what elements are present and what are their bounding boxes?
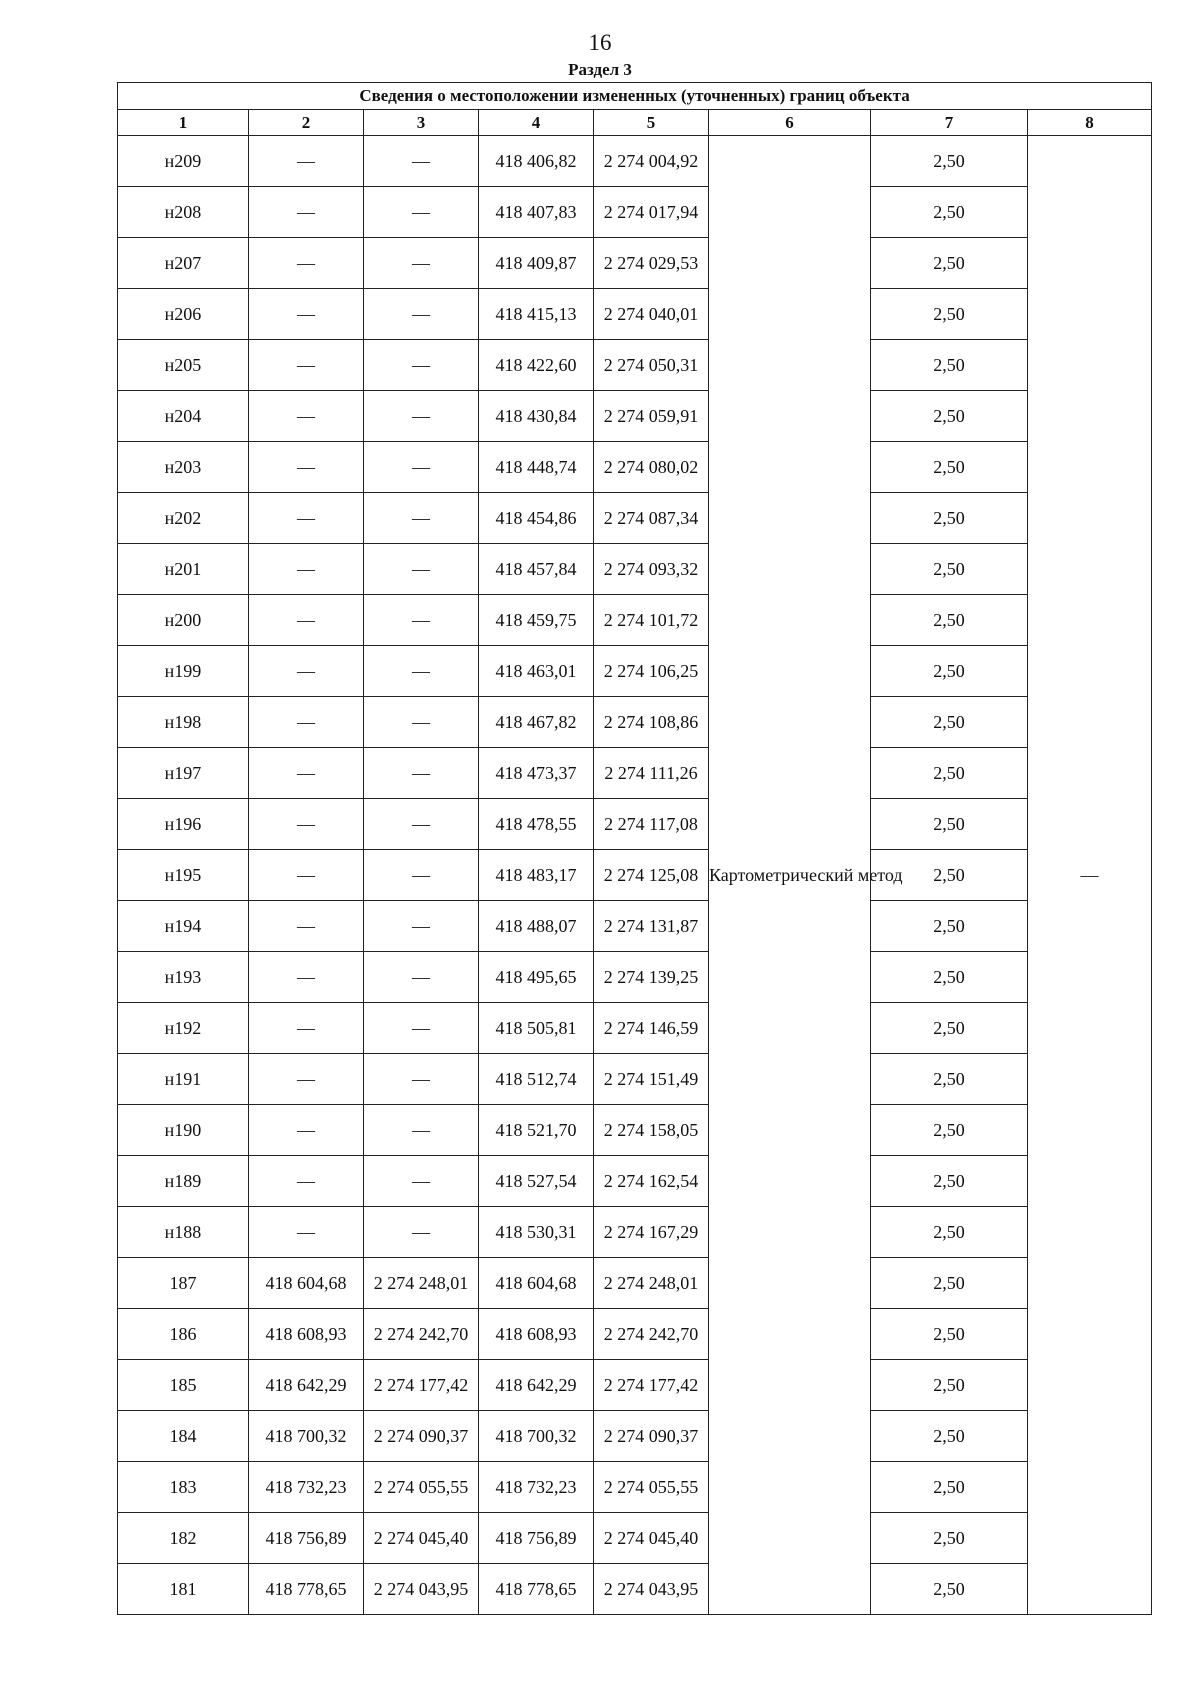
- new-y-coordinate: 2 274 108,86: [594, 697, 709, 748]
- old-x-coordinate: —: [249, 748, 364, 799]
- old-x-coordinate: —: [249, 799, 364, 850]
- old-y-coordinate: —: [364, 850, 479, 901]
- table-row: [118, 136, 1152, 187]
- table-row: [118, 1054, 1152, 1105]
- new-x-coordinate: 418 454,86: [479, 493, 594, 544]
- table-row: [118, 850, 1152, 901]
- column-number-5: 5: [594, 110, 709, 136]
- old-x-coordinate: —: [249, 136, 364, 187]
- old-x-coordinate: —: [249, 238, 364, 289]
- precision-value: 2,50: [871, 1003, 1028, 1054]
- table-row: [118, 493, 1152, 544]
- table-row: [118, 1309, 1152, 1360]
- new-x-coordinate: 418 527,54: [479, 1156, 594, 1207]
- old-y-coordinate: 2 274 045,40: [364, 1513, 479, 1564]
- new-y-coordinate: 2 274 029,53: [594, 238, 709, 289]
- precision-value: 2,50: [871, 1564, 1028, 1615]
- point-number: н194: [118, 901, 249, 952]
- new-y-coordinate: 2 274 059,91: [594, 391, 709, 442]
- column-number-row: [118, 110, 1152, 136]
- new-x-coordinate: 418 409,87: [479, 238, 594, 289]
- old-y-coordinate: 2 274 242,70: [364, 1309, 479, 1360]
- new-y-coordinate: 2 274 043,95: [594, 1564, 709, 1615]
- point-number: н188: [118, 1207, 249, 1258]
- precision-value: 2,50: [871, 238, 1028, 289]
- precision-value: 2,50: [871, 391, 1028, 442]
- column-number-1: 1: [118, 110, 249, 136]
- old-x-coordinate: —: [249, 1003, 364, 1054]
- precision-value: 2,50: [871, 1462, 1028, 1513]
- old-x-coordinate: 418 732,23: [249, 1462, 364, 1513]
- precision-value: 2,50: [871, 748, 1028, 799]
- table-row: [118, 1462, 1152, 1513]
- old-y-coordinate: —: [364, 493, 479, 544]
- table-row: [118, 1411, 1152, 1462]
- table-row: [118, 952, 1152, 1003]
- old-x-coordinate: —: [249, 340, 364, 391]
- old-x-coordinate: —: [249, 1156, 364, 1207]
- table-row: [118, 340, 1152, 391]
- precision-value: 2,50: [871, 1411, 1028, 1462]
- point-number: 186: [118, 1309, 249, 1360]
- new-x-coordinate: 418 483,17: [479, 850, 594, 901]
- table-row: [118, 901, 1152, 952]
- new-x-coordinate: 418 457,84: [479, 544, 594, 595]
- point-number: н208: [118, 187, 249, 238]
- point-number: 181: [118, 1564, 249, 1615]
- precision-value: 2,50: [871, 1309, 1028, 1360]
- new-x-coordinate: 418 415,13: [479, 289, 594, 340]
- point-number: 185: [118, 1360, 249, 1411]
- old-y-coordinate: —: [364, 952, 479, 1003]
- precision-value: 2,50: [871, 1105, 1028, 1156]
- precision-value: 2,50: [871, 1258, 1028, 1309]
- new-y-coordinate: 2 274 087,34: [594, 493, 709, 544]
- old-x-coordinate: —: [249, 442, 364, 493]
- old-x-coordinate: —: [249, 1207, 364, 1258]
- precision-value: 2,50: [871, 952, 1028, 1003]
- column-number-4: 4: [479, 110, 594, 136]
- new-y-coordinate: 2 274 131,87: [594, 901, 709, 952]
- new-y-coordinate: 2 274 248,01: [594, 1258, 709, 1309]
- table-row: [118, 1105, 1152, 1156]
- new-y-coordinate: 2 274 242,70: [594, 1309, 709, 1360]
- boundary-coordinates-table: [117, 82, 1152, 1615]
- point-number: н191: [118, 1054, 249, 1105]
- new-y-coordinate: 2 274 101,72: [594, 595, 709, 646]
- new-y-coordinate: 2 274 158,05: [594, 1105, 709, 1156]
- new-x-coordinate: 418 406,82: [479, 136, 594, 187]
- old-y-coordinate: —: [364, 1054, 479, 1105]
- precision-value: 2,50: [871, 646, 1028, 697]
- new-x-coordinate: 418 521,70: [479, 1105, 594, 1156]
- precision-value: 2,50: [871, 1360, 1028, 1411]
- table-row: [118, 595, 1152, 646]
- new-x-coordinate: 418 478,55: [479, 799, 594, 850]
- old-y-coordinate: —: [364, 1207, 479, 1258]
- old-x-coordinate: —: [249, 544, 364, 595]
- old-y-coordinate: —: [364, 136, 479, 187]
- precision-value: 2,50: [871, 187, 1028, 238]
- point-number: н203: [118, 442, 249, 493]
- table-body: [118, 136, 1152, 1615]
- table-row: [118, 1513, 1152, 1564]
- table-row: [118, 544, 1152, 595]
- table-row: [118, 238, 1152, 289]
- new-x-coordinate: 418 430,84: [479, 391, 594, 442]
- new-y-coordinate: 2 274 093,32: [594, 544, 709, 595]
- old-y-coordinate: —: [364, 442, 479, 493]
- point-number: н204: [118, 391, 249, 442]
- new-x-coordinate: 418 642,29: [479, 1360, 594, 1411]
- old-x-coordinate: —: [249, 391, 364, 442]
- old-x-coordinate: —: [249, 901, 364, 952]
- table-row: [118, 697, 1152, 748]
- old-y-coordinate: —: [364, 748, 479, 799]
- old-x-coordinate: —: [249, 646, 364, 697]
- new-x-coordinate: 418 756,89: [479, 1513, 594, 1564]
- new-y-coordinate: 2 274 090,37: [594, 1411, 709, 1462]
- table-row: [118, 1360, 1152, 1411]
- point-number: н202: [118, 493, 249, 544]
- new-x-coordinate: 418 495,65: [479, 952, 594, 1003]
- point-number: н199: [118, 646, 249, 697]
- old-y-coordinate: —: [364, 238, 479, 289]
- old-y-coordinate: —: [364, 340, 479, 391]
- new-x-coordinate: 418 463,01: [479, 646, 594, 697]
- precision-value: 2,50: [871, 442, 1028, 493]
- column-number-2: 2: [249, 110, 364, 136]
- precision-value: 2,50: [871, 901, 1028, 952]
- table-row: [118, 799, 1152, 850]
- old-y-coordinate: 2 274 055,55: [364, 1462, 479, 1513]
- table-row: [118, 646, 1152, 697]
- old-x-coordinate: —: [249, 187, 364, 238]
- old-y-coordinate: —: [364, 289, 479, 340]
- old-y-coordinate: —: [364, 1156, 479, 1207]
- precision-value: 2,50: [871, 1054, 1028, 1105]
- column-number-3: 3: [364, 110, 479, 136]
- old-x-coordinate: 418 642,29: [249, 1360, 364, 1411]
- old-x-coordinate: —: [249, 1105, 364, 1156]
- old-y-coordinate: —: [364, 544, 479, 595]
- new-x-coordinate: 418 505,81: [479, 1003, 594, 1054]
- new-y-coordinate: 2 274 162,54: [594, 1156, 709, 1207]
- old-x-coordinate: —: [249, 697, 364, 748]
- determination-method: Картометрический метод: [709, 136, 871, 1615]
- old-y-coordinate: —: [364, 1105, 479, 1156]
- new-x-coordinate: 418 467,82: [479, 697, 594, 748]
- old-x-coordinate: 418 778,65: [249, 1564, 364, 1615]
- new-x-coordinate: 418 608,93: [479, 1309, 594, 1360]
- table-row: [118, 1003, 1152, 1054]
- new-y-coordinate: 2 274 146,59: [594, 1003, 709, 1054]
- table-row: [118, 187, 1152, 238]
- new-x-coordinate: 418 448,74: [479, 442, 594, 493]
- old-x-coordinate: 418 604,68: [249, 1258, 364, 1309]
- old-y-coordinate: —: [364, 595, 479, 646]
- old-y-coordinate: —: [364, 697, 479, 748]
- table-row: [118, 391, 1152, 442]
- new-y-coordinate: 2 274 106,25: [594, 646, 709, 697]
- point-number: н195: [118, 850, 249, 901]
- point-number: н190: [118, 1105, 249, 1156]
- point-number: н201: [118, 544, 249, 595]
- point-number: н198: [118, 697, 249, 748]
- point-number: 187: [118, 1258, 249, 1309]
- point-number: н200: [118, 595, 249, 646]
- section-title: Раздел 3: [568, 60, 632, 79]
- new-x-coordinate: 418 488,07: [479, 901, 594, 952]
- new-y-coordinate: 2 274 167,29: [594, 1207, 709, 1258]
- column-number-7: 7: [871, 110, 1028, 136]
- precision-value: 2,50: [871, 544, 1028, 595]
- old-y-coordinate: —: [364, 646, 479, 697]
- old-y-coordinate: 2 274 090,37: [364, 1411, 479, 1462]
- point-number: н207: [118, 238, 249, 289]
- old-y-coordinate: 2 274 248,01: [364, 1258, 479, 1309]
- new-y-coordinate: 2 274 125,08: [594, 850, 709, 901]
- column-number-8: 8: [1028, 110, 1152, 136]
- new-y-coordinate: 2 274 004,92: [594, 136, 709, 187]
- precision-value: 2,50: [871, 850, 1028, 901]
- precision-value: 2,50: [871, 799, 1028, 850]
- point-number: н197: [118, 748, 249, 799]
- precision-value: 2,50: [871, 289, 1028, 340]
- table-row: [118, 442, 1152, 493]
- new-x-coordinate: 418 512,74: [479, 1054, 594, 1105]
- new-y-coordinate: 2 274 050,31: [594, 340, 709, 391]
- point-number: 183: [118, 1462, 249, 1513]
- table-row: [118, 1564, 1152, 1615]
- old-x-coordinate: 418 700,32: [249, 1411, 364, 1462]
- new-y-coordinate: 2 274 017,94: [594, 187, 709, 238]
- page-number: 16: [588, 30, 612, 55]
- old-y-coordinate: —: [364, 187, 479, 238]
- precision-value: 2,50: [871, 1207, 1028, 1258]
- precision-value: 2,50: [871, 697, 1028, 748]
- old-x-coordinate: —: [249, 1054, 364, 1105]
- table-row: [118, 289, 1152, 340]
- point-number: 184: [118, 1411, 249, 1462]
- new-x-coordinate: 418 422,60: [479, 340, 594, 391]
- point-number: 182: [118, 1513, 249, 1564]
- new-x-coordinate: 418 530,31: [479, 1207, 594, 1258]
- table-row: [118, 748, 1152, 799]
- point-number: н196: [118, 799, 249, 850]
- new-x-coordinate: 418 604,68: [479, 1258, 594, 1309]
- old-y-coordinate: —: [364, 799, 479, 850]
- new-x-coordinate: 418 407,83: [479, 187, 594, 238]
- point-number: н206: [118, 289, 249, 340]
- point-number: н209: [118, 136, 249, 187]
- new-x-coordinate: 418 700,32: [479, 1411, 594, 1462]
- new-x-coordinate: 418 473,37: [479, 748, 594, 799]
- old-y-coordinate: —: [364, 901, 479, 952]
- new-x-coordinate: 418 778,65: [479, 1564, 594, 1615]
- new-y-coordinate: 2 274 045,40: [594, 1513, 709, 1564]
- column-number-6: 6: [709, 110, 871, 136]
- old-x-coordinate: —: [249, 493, 364, 544]
- precision-value: 2,50: [871, 595, 1028, 646]
- old-y-coordinate: —: [364, 1003, 479, 1054]
- new-y-coordinate: 2 274 177,42: [594, 1360, 709, 1411]
- column-8-value: —: [1028, 136, 1152, 1615]
- old-x-coordinate: —: [249, 850, 364, 901]
- old-x-coordinate: 418 608,93: [249, 1309, 364, 1360]
- point-number: н193: [118, 952, 249, 1003]
- new-y-coordinate: 2 274 040,01: [594, 289, 709, 340]
- new-y-coordinate: 2 274 139,25: [594, 952, 709, 1003]
- old-x-coordinate: —: [249, 595, 364, 646]
- new-y-coordinate: 2 274 111,26: [594, 748, 709, 799]
- precision-value: 2,50: [871, 340, 1028, 391]
- new-y-coordinate: 2 274 117,08: [594, 799, 709, 850]
- precision-value: 2,50: [871, 136, 1028, 187]
- table-row: [118, 1258, 1152, 1309]
- table-row: [118, 1156, 1152, 1207]
- new-y-coordinate: 2 274 055,55: [594, 1462, 709, 1513]
- old-y-coordinate: 2 274 177,42: [364, 1360, 479, 1411]
- point-number: н205: [118, 340, 249, 391]
- new-x-coordinate: 418 459,75: [479, 595, 594, 646]
- precision-value: 2,50: [871, 1513, 1028, 1564]
- point-number: н192: [118, 1003, 249, 1054]
- new-x-coordinate: 418 732,23: [479, 1462, 594, 1513]
- point-number: н189: [118, 1156, 249, 1207]
- caption-row: [118, 83, 1152, 110]
- new-y-coordinate: 2 274 080,02: [594, 442, 709, 493]
- old-y-coordinate: —: [364, 391, 479, 442]
- precision-value: 2,50: [871, 1156, 1028, 1207]
- precision-value: 2,50: [871, 493, 1028, 544]
- old-x-coordinate: —: [249, 289, 364, 340]
- table-caption: Сведения о местоположении измененных (уточненных) границ объекта: [118, 83, 1152, 110]
- old-y-coordinate: 2 274 043,95: [364, 1564, 479, 1615]
- old-x-coordinate: 418 756,89: [249, 1513, 364, 1564]
- old-x-coordinate: —: [249, 952, 364, 1003]
- new-y-coordinate: 2 274 151,49: [594, 1054, 709, 1105]
- table-row: [118, 1207, 1152, 1258]
